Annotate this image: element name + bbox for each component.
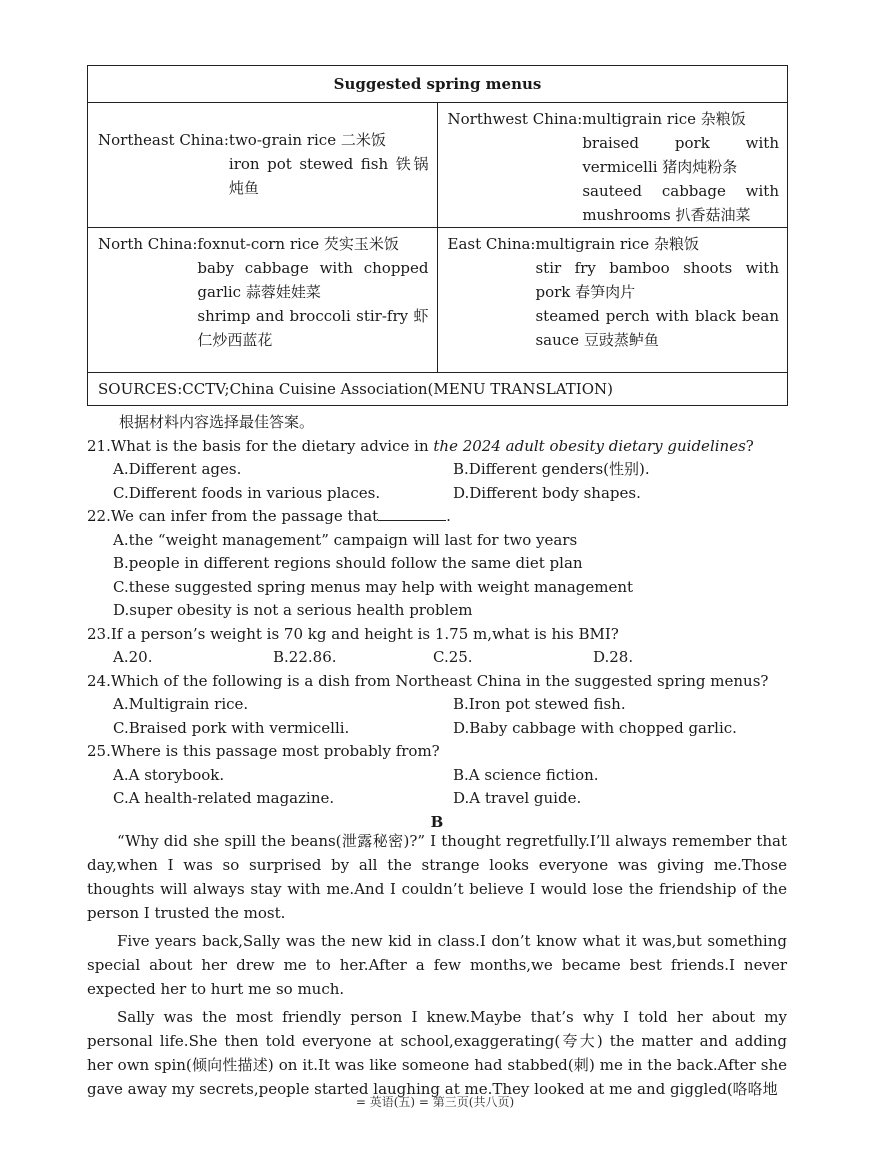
question-24 [87, 670, 787, 741]
option-c[interactable]: C.Braised pork with vermicelli. [113, 718, 350, 737]
dish-item: stir fry bamboo shoots with pork 春笋肉片 [535, 259, 779, 301]
dish-item: sauteed cabbage with mushrooms 扒香菇油菜 [582, 182, 779, 224]
option-d[interactable]: D.super obesity is not a serious health problem [113, 601, 473, 619]
stem-text: 21.What is the basis for the dietary advice in [87, 436, 434, 455]
table-title: Suggested spring menus [88, 66, 787, 103]
paragraph: Sally was the most friendly person I knew.Maybe that’s why I told her about my personal life.She then told everyone at school,exaggerating(夸大) the matter and adding her own spin(倾向性描述) on it.It was like someone had stabbed(刺) me in the back.After she gave away my secrets,people started laughing at me.They looked at me and giggled(咯咯地 [87, 1008, 787, 1098]
option-d[interactable]: D.A travel guide. [453, 789, 582, 807]
table-row [88, 228, 787, 373]
option-a[interactable]: A.Different ages. [113, 460, 242, 478]
question-22 [87, 505, 787, 623]
region-label: Northwest China: [447, 110, 583, 128]
option-a[interactable]: A.20. [113, 648, 153, 666]
passage-b [87, 829, 787, 1105]
option-b[interactable]: B.Iron pot stewed fish. [453, 695, 626, 713]
option-b[interactable]: B.Different genders(性别). [453, 460, 650, 478]
questions-section [87, 411, 787, 834]
paragraph: “Why did she spill the beans(泄露秘密)?” I thought regretfully.I’ll always remember that day,when I was so surprised by all the strange looks everyone was giving me.Those thoughts will always stay with me.And I couldn’t believe I would lose the friendship of the person I trusted the most. [87, 832, 787, 922]
option-d[interactable]: D.Baby cabbage with chopped garlic. [453, 718, 737, 737]
option-a[interactable]: A.the “weight management” campaign will last for two years [113, 530, 578, 549]
region-label: North China: [98, 235, 198, 253]
dish-item: foxnut-corn rice 芡实玉米饭 [197, 235, 399, 253]
question-21 [87, 435, 787, 506]
question-stem: 24.Which of the following is a dish from Northeast China in the suggested spring menus? [87, 671, 769, 690]
dish-item: multigrain rice 杂粮饭 [582, 110, 746, 128]
guidelines-title: the 2024 adult obesity dietary guidelines [433, 436, 746, 455]
dish-item: shrimp and broccoli stir-fry 虾仁炒西蓝花 [197, 307, 429, 349]
dish-list [582, 107, 779, 227]
option-d[interactable]: D.Different body shapes. [453, 483, 641, 502]
table-row [88, 103, 787, 228]
dish-list [197, 232, 428, 352]
page-footer: = 英语(五) = 第三页(共八页) [355, 1095, 515, 1109]
dish-item: iron pot stewed fish 铁锅炖鱼 [228, 155, 429, 197]
dish-item: two-grain rice 二米饭 [228, 131, 386, 149]
region-label: Northeast China: [98, 131, 229, 149]
dish-item: baby cabbage with chopped garlic 蒜蓉娃娃菜 [197, 259, 429, 301]
spring-menu-table [87, 65, 788, 406]
question-stem: 25.Where is this passage most probably from? [87, 742, 440, 760]
east-cell [438, 228, 788, 372]
instruction: 根据材料内容选择最佳答案。 [119, 413, 315, 431]
stem-text: ? [745, 436, 754, 455]
option-c[interactable]: C.25. [433, 648, 473, 666]
paragraph: Five years back,Sally was the new kid in class.I don’t know what it was,but something special about her drew me to her.After a few months,we became best friends.I never expected her to hurt me so much. [87, 932, 787, 998]
dish-item: multigrain rice 杂粮饭 [535, 235, 699, 253]
northeast-cell [88, 103, 438, 227]
northwest-cell [438, 103, 788, 227]
question-stem [87, 435, 787, 459]
north-cell [88, 228, 438, 372]
option-c[interactable]: C.these suggested spring menus may help with weight management [113, 577, 634, 596]
option-a[interactable]: A.A storybook. [113, 765, 225, 784]
dish-list [535, 232, 779, 352]
table-sources: SOURCES:CCTV;China Cuisine Association(MENU TRANSLATION) [98, 380, 613, 398]
section-heading: B [430, 812, 444, 831]
answer-blank [378, 506, 446, 521]
question-stem: 23.If a person’s weight is 70 kg and height is 1.75 m,what is his BMI? [87, 624, 619, 643]
region-label: East China: [447, 235, 536, 253]
question-stem [87, 505, 787, 529]
question-23 [87, 623, 787, 670]
option-a[interactable]: A.Multigrain rice. [113, 695, 249, 713]
dish-list [229, 128, 429, 200]
stem-text: 22.We can infer from the passage that [87, 507, 379, 525]
option-d[interactable]: D.28. [593, 648, 634, 666]
stem-text: . [446, 507, 451, 525]
option-c[interactable]: C.Different foods in various places. [113, 483, 381, 502]
option-b[interactable]: B.people in different regions should follow the same diet plan [113, 554, 583, 572]
option-b[interactable]: B.22.86. [273, 648, 337, 666]
dish-item: steamed perch with black bean sauce 豆豉蒸鲈鱼 [535, 307, 779, 349]
dish-item: braised pork with vermicelli 猪肉炖粉条 [582, 134, 779, 176]
question-25 [87, 740, 787, 811]
option-c[interactable]: C.A health-related magazine. [113, 789, 335, 807]
option-b[interactable]: B.A science fiction. [453, 765, 599, 784]
